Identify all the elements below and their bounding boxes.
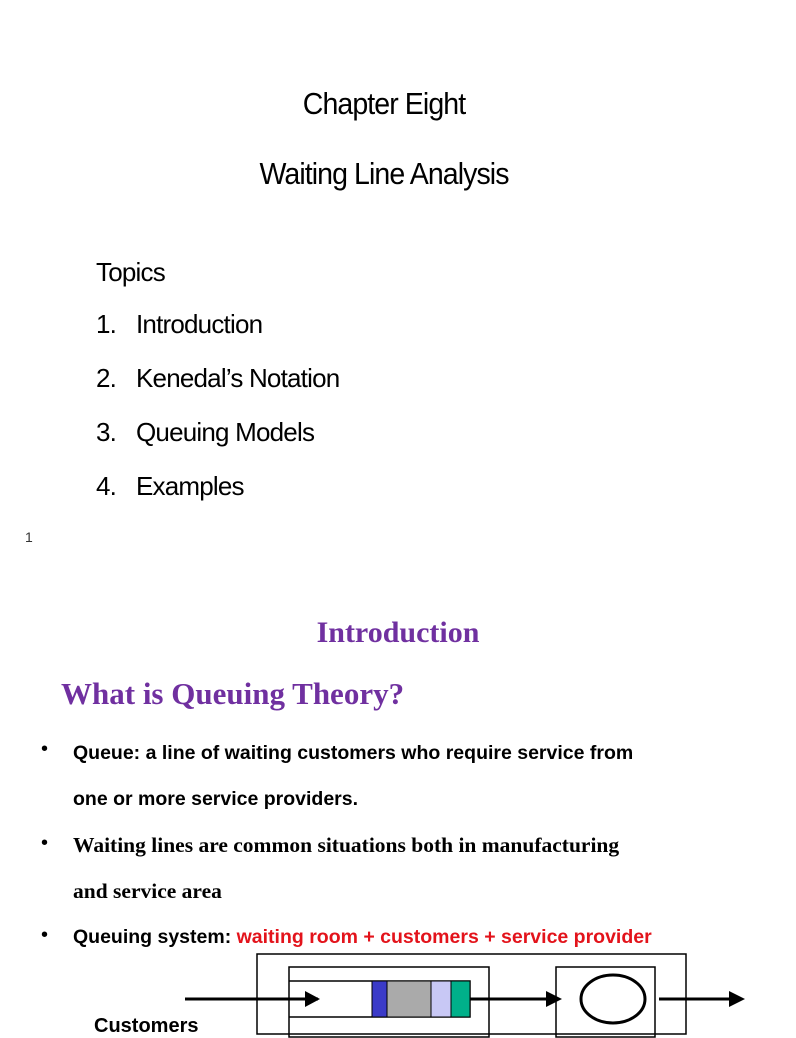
topics-heading: Topics	[96, 257, 165, 287]
topic-label: Queuing Models	[136, 417, 315, 447]
bullet-item	[73, 730, 753, 822]
queuing-system-diagram	[0, 950, 768, 1024]
bullet-line: Waiting lines are common situations both in manufacturing	[73, 833, 620, 857]
section-heading: Introduction	[316, 616, 480, 649]
topic-label: Examples	[136, 471, 244, 501]
service-provider-box	[556, 967, 655, 1037]
highlight-text: waiting room + customers + service provider	[236, 926, 652, 948]
bullet-dot: •	[41, 924, 49, 946]
bullet-prefix: Queuing system:	[73, 926, 237, 948]
topic-label: Introduction	[136, 309, 263, 339]
topic-item	[96, 363, 339, 417]
arrival-arrowhead-icon	[305, 991, 320, 1007]
topic-number: 1.	[96, 309, 117, 339]
topic-item	[96, 471, 339, 525]
bullet-dot: •	[41, 832, 49, 854]
topic-item	[96, 309, 339, 363]
introduction-slide	[0, 560, 768, 1037]
server-icon	[581, 975, 645, 1023]
departure-arrowhead-icon	[729, 991, 745, 1007]
chapter-title: Chapter Eight	[302, 86, 466, 121]
page-number: 1	[25, 529, 33, 545]
customers-label: Customers	[94, 1015, 199, 1037]
topic-item	[96, 417, 339, 471]
chapter-subtitle: Waiting Line Analysis	[259, 156, 509, 191]
topic-list	[96, 309, 339, 525]
bullet-line: Queue: a line of waiting customers who require service from	[73, 742, 634, 764]
customer-in-queue	[372, 981, 387, 1017]
customer-in-queue	[431, 981, 451, 1017]
bullet-dot: •	[41, 738, 49, 760]
customer-in-queue	[387, 981, 431, 1017]
topic-number: 4.	[96, 471, 117, 501]
question-heading: What is Queuing Theory?	[61, 676, 405, 711]
topic-label: Kenedal’s Notation	[136, 363, 340, 393]
topic-number: 3.	[96, 417, 117, 447]
service-arrowhead-icon	[546, 991, 562, 1007]
bullet-line: one or more service providers.	[73, 788, 359, 810]
bullet-item	[73, 822, 753, 914]
bullet-line: and service area	[73, 879, 222, 903]
customer-in-queue	[451, 981, 470, 1017]
topic-number: 2.	[96, 363, 117, 393]
